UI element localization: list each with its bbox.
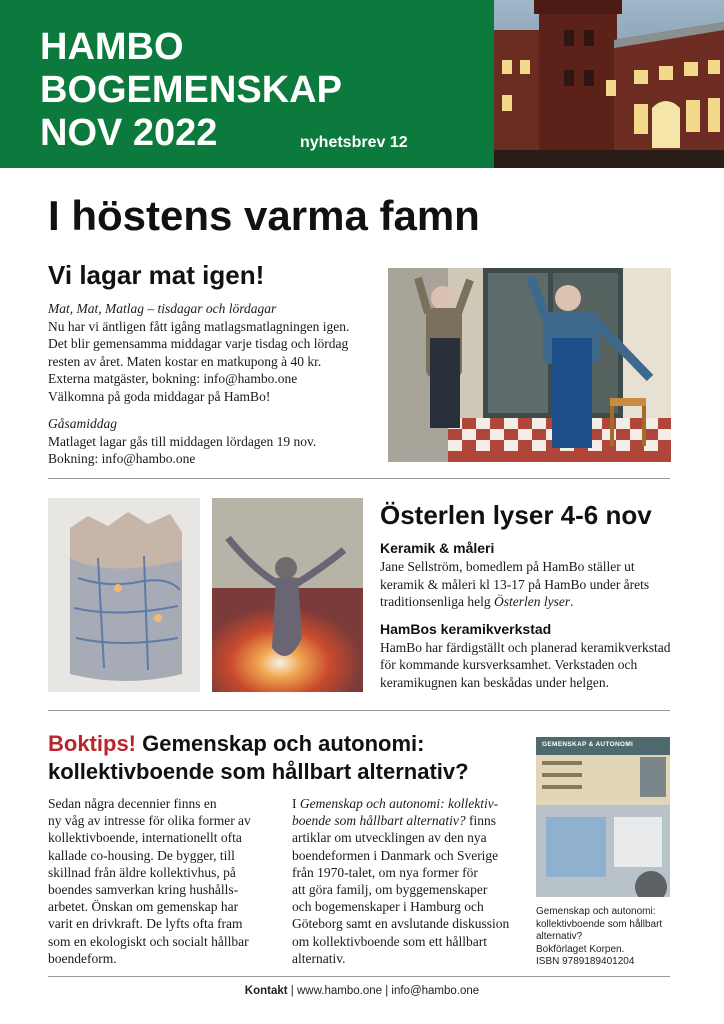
ceramic-vase-photo xyxy=(48,498,200,692)
text-line: kallade co-housing. De bygger, till xyxy=(48,847,235,863)
caption-line: Gemenskap och autonomi: xyxy=(536,906,656,917)
osterlen-text xyxy=(380,540,690,691)
cooking-line: Nu har vi äntligen fått igång matlagsmatlagningen igen. xyxy=(48,318,350,334)
kitchen-photo xyxy=(388,268,671,462)
cooking-line: Externa matgäster, bokning: info@hambo.one xyxy=(48,371,298,386)
text-line: ny våg av intresse för olika former av xyxy=(48,813,251,829)
text-line: boende som hållbart alternativ? finns xyxy=(292,813,496,829)
book-title xyxy=(48,730,528,786)
text-line: att göra familj, om byggemenskaper xyxy=(292,882,488,898)
cooking-line: resten av året. Maten kostar en matkupong à 40 kr. xyxy=(48,353,322,369)
workshop-line: keramikugnen kan beskådas under helgen. xyxy=(380,674,610,690)
ceramics-body xyxy=(380,558,690,611)
text-line: Sedan några decennier finns en xyxy=(48,796,217,811)
caption-line: Bokförlaget Korpen. xyxy=(536,943,625,955)
footer xyxy=(0,985,724,997)
text-line: artiklar om utvecklingen av den nya xyxy=(292,830,487,846)
goose-title: Gåsamiddag xyxy=(48,416,118,431)
title-line-1: HAMBO xyxy=(40,26,184,68)
footer-sep: | xyxy=(287,985,297,997)
text-line: alternativ. xyxy=(292,950,346,966)
text-line: boendeform. xyxy=(48,950,117,966)
building-photo xyxy=(494,0,724,168)
text-line: boendeformen i Danmark och Sverige xyxy=(292,847,499,863)
book-title-part2: kollektivboende som hållbart alternativ? xyxy=(48,759,469,784)
main-headline: I höstens varma famn xyxy=(48,192,480,239)
book-cover-title: GEMENSKAP & AUTONOMI xyxy=(542,741,634,748)
book-column-1 xyxy=(48,795,283,967)
period: . xyxy=(570,594,574,609)
cooking-subtitle: Mat, Mat, Matlag – tisdagar och lördagar xyxy=(48,301,277,316)
text-line: I Gemenskap och autonomi: kollektiv- xyxy=(292,796,499,811)
cooking-line: Välkomna på goda middagar på HamBo! xyxy=(48,388,271,404)
book-cover xyxy=(536,737,670,897)
painting-photo xyxy=(212,498,363,692)
divider xyxy=(48,976,670,977)
ceramics-line: keramik & måleri kl 13-17 på HamBo under årets xyxy=(380,576,650,592)
event-name: Österlen lyser xyxy=(493,594,571,609)
workshop-line: HamBo har färdigställt och planerad keramikverkstad xyxy=(380,639,671,655)
boktips-label: Boktips! xyxy=(48,731,136,756)
text-line: kollektivboende, internationellt ofta xyxy=(48,830,242,846)
title-line-2: BOGEMENSKAP xyxy=(40,69,342,111)
caption-line: ISBN 9789189401204 xyxy=(536,956,635,967)
text-line: och bogemenskaper i Hamburg och xyxy=(292,899,484,915)
goose-line: Matlaget lagar gås till middagen lördagen 19 nov. xyxy=(48,433,317,449)
issue-label: nyhetsbrev 12 xyxy=(300,134,408,151)
ceramics-line-end xyxy=(380,593,690,611)
footer-sep: | xyxy=(382,985,392,997)
divider xyxy=(48,710,670,711)
footer-label: Kontakt xyxy=(244,985,288,997)
text-line: arbetet. Önskan om gemenskap har xyxy=(48,899,239,915)
caption-line: kollektivboende som hållbart xyxy=(536,918,663,930)
text-line: boendes samverkan kring hushålls- xyxy=(48,882,239,898)
text-line: som en ekologiskt och socialt hållbar xyxy=(48,933,249,949)
text-line: från 1970-talet, om nya former för xyxy=(292,864,478,880)
cooking-line: Det blir gemensamma middagar varje tisdag och lördag xyxy=(48,336,349,351)
workshop-line: för kommande kursverksamhet. Verkstaden och xyxy=(380,657,638,672)
divider xyxy=(48,478,670,479)
goose-line: Bokning: info@hambo.one xyxy=(48,451,196,466)
title-line-3: NOV 2022 xyxy=(40,112,218,154)
cooking-text xyxy=(48,300,378,468)
footer-email-link[interactable]: info@hambo.one xyxy=(391,985,480,997)
workshop-title: HamBos keramikverkstad xyxy=(380,620,552,637)
cooking-title: Vi lagar mat igen! xyxy=(48,260,265,290)
book-column-2 xyxy=(292,795,527,967)
osterlen-title: Österlen lyser 4-6 nov xyxy=(380,500,652,530)
text-line: om kollektivboende som ett hållbart xyxy=(292,933,487,949)
book-title-part1: Gemenskap och autonomi: xyxy=(136,731,425,756)
ceramics-title: Keramik & måleri xyxy=(380,540,495,556)
text-line: Göteborg samt en avslutande diskussion xyxy=(292,916,510,932)
caption-line: alternativ? xyxy=(536,931,583,942)
newsletter-title xyxy=(40,26,342,155)
ceramics-line: traditionsenliga helg xyxy=(380,594,494,609)
book-caption xyxy=(536,906,686,969)
text-line: skillnad från äldre kollektivhus, på xyxy=(48,864,236,880)
footer-website-link[interactable]: www.hambo.one xyxy=(297,985,383,997)
text-line: varit en drivkraft. De lyfts ofta fram xyxy=(48,916,243,932)
ceramics-line: Jane Sellström, bomedlem på HamBo ställer ut xyxy=(380,559,635,574)
workshop-body xyxy=(380,639,690,692)
